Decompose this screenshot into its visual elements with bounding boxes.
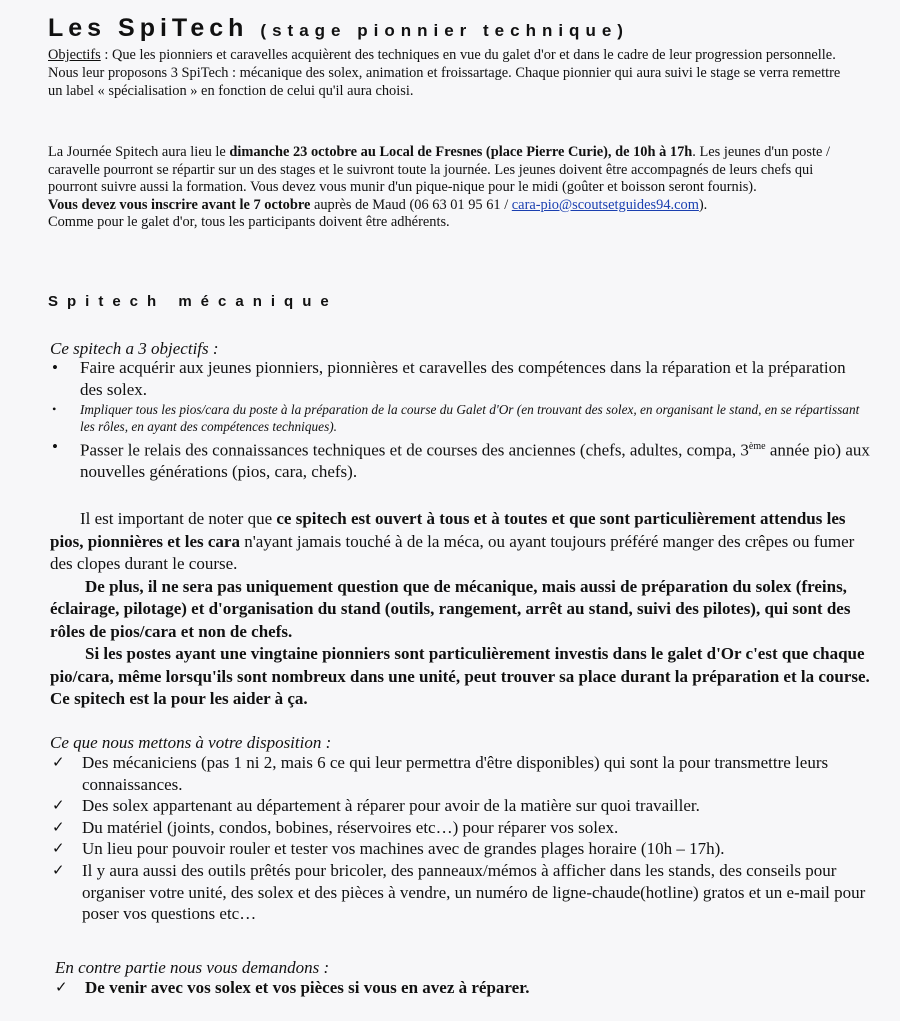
list-item-text: Passer le relais des connaissances techniques et de courses des anciennes (chefs, adultes, compa, 3: [80, 440, 749, 460]
check-item: [50, 860, 870, 925]
check-icon: ✓: [52, 817, 65, 836]
paragraph-1-text: Il est important de noter que: [80, 509, 277, 528]
title-subtitle: (stage pionnier technique): [260, 21, 629, 40]
check-item-text: Un lieu pour pouvoir rouler et tester vos machines avec de grandes plages horaire (10h – 17h).: [82, 839, 725, 859]
superscript: ème: [748, 441, 766, 452]
email-link[interactable]: cara-pio@scoutsetguides94.com: [511, 196, 699, 213]
bullet-icon: •: [52, 402, 57, 416]
check-item-text: Il y aura aussi des outils prêtés pour bricoler, des panneaux/mémos à afficher dans les stands, des conseils pour organiser votre unité, des solex et des pièces à vendre, un numéro de ligne-chaude(hotline) gratos et un e-mail pour poser vos questions etc…: [82, 860, 866, 924]
objectifs-label: Objectifs: [48, 47, 101, 63]
list-item: [50, 436, 870, 483]
check-item-text: Des mécaniciens (pas 1 ni 2, mais 6 ce qui leur permettra d'être disponibles) qui sont la pour transmettre leurs connaissances.: [82, 753, 829, 794]
check-item-text: Des solex appartenant au département à réparer pour avoir de la matière sur quoi travailler.: [82, 796, 700, 816]
disposition-list: [50, 752, 870, 925]
objectifs-heading: Ce spitech a 3 objectifs :: [50, 339, 219, 358]
body-paragraphs: [50, 508, 870, 711]
paragraph-3: [50, 643, 870, 711]
list-item-text: Faire acquérir aux jeunes pionniers, pionnières et caravelles des compétences dans la réparation et la préparation des solex.: [80, 358, 846, 399]
inscription-paragraph: [48, 197, 858, 215]
demande-item-text: De venir avec vos solex et vos pièces si vous en avez à réparer.: [85, 978, 530, 997]
adherents-paragraph: Comme pour le galet d'or, tous les participants doivent être adhérents.: [48, 214, 450, 230]
paragraph-1-bold: ce spitech est ouvert à tous et à toutes et que sont particulièrement attendus les pios, pionnières et les cara: [50, 509, 846, 551]
check-icon: ✓: [55, 978, 68, 996]
check-icon: ✓: [52, 753, 65, 771]
intro-section: [48, 46, 848, 100]
check-icon: ✓: [52, 839, 65, 858]
journee-date-bold: dimanche 23 octobre au Local de Fresnes (place Pierre Curie), de 10h à 17h: [229, 144, 693, 160]
check-icon: ✓: [52, 796, 65, 815]
check-item: [50, 817, 870, 839]
list-item: [50, 357, 870, 400]
proposition-paragraph: Nous leur proposons 3 SpiTech : mécanique des solex, animation et froissartage. Chaque pionnier qui aura suivi le stage se verra remettre un label « spécialisation » en fonction de celui qu'il aura choisi.: [48, 65, 841, 99]
bullet-icon: •: [52, 358, 58, 377]
journee-text-1: La Journée Spitech aura lieu le: [48, 144, 230, 160]
disposition-heading: Ce que nous mettons à votre disposition :: [50, 733, 332, 752]
demande-heading: En contre partie nous vous demandons :: [55, 958, 330, 977]
paragraph-1-end: n'ayant jamais touché à de la méca, ou ayant toujours préféré manger des crêpes ou fumer des clopes durant le course.: [50, 531, 855, 573]
list-item-text: Impliquer tous les pios/cara du poste à la préparation de la course du Galet d'Or (en trouvant des solex, en organisant le stand, en se répartissant les rôles, en ayant des compétences techniques).: [80, 402, 860, 434]
paragraph-2-bold: De plus, il ne sera pas uniquement question que de mécanique, mais aussi de préparation du solex (freins, éclairage, pilotage) et d'organisation du stand (outils, rangement, arrêt au stand, suivi des pilotes), qui sont des rôles de pios/cara et non de chefs.: [50, 576, 851, 641]
bullet-icon: •: [52, 437, 58, 456]
objectifs-paragraph: [48, 46, 848, 64]
section-heading: Spitech mécanique: [48, 293, 338, 310]
check-item: [50, 838, 870, 860]
check-item: [50, 795, 870, 817]
inscription-close: ).: [698, 196, 708, 213]
demande-item: [55, 978, 529, 998]
journee-section: [48, 144, 858, 232]
inscription-text: auprès de Maud (06 63 01 95 61 /: [310, 196, 512, 213]
check-item: [50, 752, 870, 795]
check-item-text: Du matériel (joints, condos, bobines, réservoires etc…) pour réparer vos solex.: [82, 817, 619, 837]
list-item-text-end: année pio) aux nouvelles générations (pios, cara, chefs).: [80, 440, 870, 482]
paragraph-2: [50, 576, 870, 644]
check-icon: ✓: [52, 860, 65, 879]
journee-paragraph: [48, 144, 858, 197]
inscription-deadline: Vous devez vous inscrire avant le 7 octobre: [48, 196, 311, 213]
paragraph-1: [50, 508, 870, 576]
paragraph-3-bold: Si les postes ayant une vingtaine pionniers sont particulièrement investis dans le galet d'Or c'est que chaque pio/cara, même lorsqu'ils sont nombreux dans une unité, peut trouver sa place durant la préparation et la course. Ce spitech est la pour les aider à ça.: [50, 644, 870, 708]
list-item: [50, 401, 870, 435]
page-title: [48, 14, 629, 43]
title-main: Les SpiTech: [48, 14, 249, 42]
journee-text-2: . Les jeunes d'un poste / caravelle pourront se répartir sur un des stages et le suivront toute la journée. Les jeunes doivent être accompagnés de leurs chefs qui pourront suivre aussi la formation. Vous devez vous munir d'un pique-nique pour le midi (goûter et boisson seront fournis).: [48, 144, 830, 195]
objectifs-text: : Que les pionniers et caravelles acquièrent des techniques en vue du galet d'or et dans le cadre de leur progression personnelle.: [100, 47, 836, 63]
objectifs-list: [50, 357, 870, 483]
